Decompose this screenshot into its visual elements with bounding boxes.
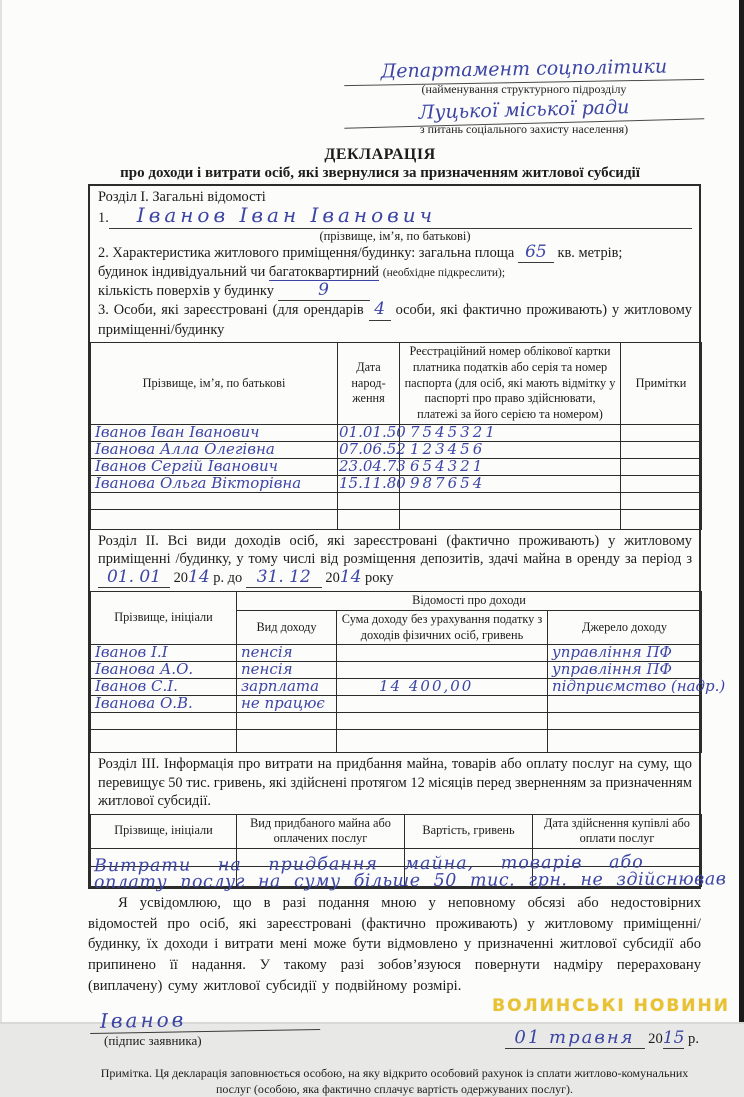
floors-value: 9 <box>318 279 329 300</box>
section-3 <box>90 753 699 813</box>
expenses-header-row <box>91 814 702 848</box>
expenses-table-wrap <box>90 814 727 893</box>
applicant-name-handwritten: Іванов Іван Іванович <box>136 203 437 228</box>
col-header-taxnumber: Реєстраційний номер облікової картки платника податків або серія та номер паспорта (для осіб, які мають відмітку у паспорті про право здійснювати, платежі за його серією та номером) <box>400 343 621 425</box>
footnote-text: Ця декларація заповнюється особою, на яку відкрито особовий рахунок із сплати житлово-комунальних послуг (особою, яка фактично сплачує вартість одержуваних послуг). <box>154 1065 689 1096</box>
income-table <box>90 591 726 753</box>
signature-handwritten: Іванов <box>90 1005 320 1034</box>
council-name-handwritten: Луцької міської ради <box>344 94 705 128</box>
col-header-cost: Вартість, гривень <box>405 814 533 848</box>
dwelling-type-text: будинок індивідуальний чи <box>98 264 266 281</box>
renters-count-field <box>369 301 391 320</box>
date-field <box>505 1026 645 1049</box>
year-field <box>662 1027 685 1049</box>
person-note <box>621 458 702 475</box>
floors-field <box>278 279 370 301</box>
period-from-value: 01. 01 <box>106 566 162 587</box>
registered-persons-table <box>90 342 702 530</box>
income-type: пенсія <box>237 662 337 679</box>
applicant-name-line <box>98 203 692 228</box>
section-2 <box>90 530 699 591</box>
year2-suffix: року <box>365 569 394 586</box>
floors-line <box>98 279 692 301</box>
department-name-handwritten: Департамент соцполітики <box>344 55 704 86</box>
date-block <box>505 1026 700 1049</box>
person-name: Іванова Алла Олегівна <box>91 441 338 458</box>
footnote <box>88 1065 701 1097</box>
scan-edge-right <box>739 0 744 1024</box>
expenses-handwritten-line-1: Витрати на придбання майна, товарів або <box>93 851 644 876</box>
signature-caption: (підпис заявника) <box>104 1032 202 1048</box>
council-caption: з питань соціального захисту населення) <box>419 122 629 137</box>
department-caption: (найменування структурного підрозділу <box>421 81 627 96</box>
year-printed: 20 <box>648 1030 663 1047</box>
empty-row <box>91 492 702 509</box>
period-to-value: 31. 12 <box>256 566 311 587</box>
year1-handwritten: 14 <box>188 566 210 587</box>
income-person: Іванов С.І. <box>91 679 237 696</box>
year1-suffix: р. до <box>213 569 243 586</box>
person-note <box>621 424 702 441</box>
empty-row <box>91 509 702 529</box>
income-type: пенсія <box>237 645 337 662</box>
section-1-heading: Розділ I. Загальні відомості <box>98 189 266 205</box>
renters-count-value: 4 <box>374 299 386 320</box>
income-source <box>548 696 702 713</box>
income-type: зарплата <box>237 679 337 696</box>
income-source: управління ПФ <box>548 662 702 679</box>
person-name: Іванов Сергій Іванович <box>91 458 338 475</box>
col-header-purchase-date: Дата здійснення купівлі або оплати послуг <box>533 814 702 848</box>
dwelling-type-note: (необхідне підкреслити); <box>382 267 506 280</box>
acknowledgment-paragraph: Я усвідомлюю, що в разі подання мною у неповному обсязі або недостовірних відомостей про осіб, які зареєстровані (фактично проживають) у житловому приміщенні/будинку, їх доходи і витрати мені може бути відмовлено у призначенні житлової субсидії або припинено її надання. У такому разі зобов’язуюся повернути надміру перераховану (виплачену) суму житлової субсидії у подвійному розмірі. <box>88 895 701 994</box>
form-box <box>88 184 727 893</box>
income-header-row-1 <box>91 592 702 611</box>
income-person: Іванова А.О. <box>91 662 237 679</box>
person-name: Іванова Ольга Вікторівна <box>91 475 338 492</box>
department-header <box>344 55 704 137</box>
registered-persons-text1: 3. Особи, які зареєстровані (для орендарів <box>98 302 364 319</box>
section-1 <box>90 186 699 342</box>
table-row <box>91 441 702 458</box>
col-header-income-source: Джерело доходу <box>548 610 702 644</box>
news-watermark: ВОЛИНСЬКІ НОВИНИ <box>492 996 730 1016</box>
section-2-text: Розділ II. Всі види доходів осіб, які зареєстровані (фактично проживають) у житловому приміщенні /будинку, у тому числі від розміщення депозитів, здачі майна в оренду за період <box>98 532 692 568</box>
applicant-name-caption: (прізвище, ім’я, по батькові) <box>319 228 471 243</box>
year-handwritten: 15 <box>662 1027 685 1048</box>
col-header-goods-type: Вид придбаного майна або оплачених послуг <box>237 814 405 848</box>
period-to-field <box>246 566 322 588</box>
person-dob: 23.04.73 <box>339 457 406 476</box>
table-header-row <box>91 343 702 425</box>
dwelling-area-units: кв. метрів; <box>557 244 623 261</box>
person-tax: 654321 <box>400 458 621 475</box>
col-header-initials: Прізвище, ініціали <box>91 592 237 645</box>
scan-edge-left <box>0 0 2 1024</box>
floors-label: кількість поверхів у будинку <box>98 282 274 299</box>
col-header-notes: Примітки <box>621 343 702 425</box>
signature-block <box>90 1007 320 1049</box>
table-row <box>91 458 702 475</box>
income-sum <box>337 696 548 713</box>
year-suffix: р. <box>688 1030 699 1047</box>
year2-handwritten: 14 <box>339 566 362 587</box>
document-subtitle: про доходи і витрати осіб, які звернулися за призначенням житлової субсидії <box>120 165 640 181</box>
person-dob: 07.06.52 <box>339 440 406 459</box>
dwelling-area-field <box>518 241 554 263</box>
person-note <box>621 441 702 458</box>
person-name: Іванов Іван Іванович <box>91 424 338 441</box>
empty-row <box>91 713 702 730</box>
table-row <box>91 475 702 492</box>
empty-row <box>91 730 702 753</box>
col-header-income-sum: Сума доходу без урахування податку з доходів фізичних осіб, гривень <box>337 610 548 644</box>
dwelling-area-label: 2. Характеристика житлового приміщення/будинку: загальна площа <box>98 244 515 261</box>
person-dob: 01.01.50 <box>339 423 406 442</box>
income-row <box>91 645 702 662</box>
income-row <box>91 696 702 713</box>
period-from-label: з <box>686 551 692 568</box>
person-tax: 7545321 <box>400 424 621 441</box>
document-title: ДЕКЛАРАЦІЯ <box>324 146 436 163</box>
item-1-number: 1. <box>98 210 109 227</box>
registered-persons-text2: особи, які фактично проживають) у житловому приміщенні/будинку <box>98 302 693 338</box>
table-row <box>91 424 702 441</box>
col-header-initials: Прізвище, ініціали <box>91 814 237 848</box>
dwelling-area-line <box>98 241 692 263</box>
income-source: підприємство (надр.) <box>548 679 702 696</box>
year1-printed: 20 <box>173 569 188 586</box>
col-header-income-type: Вид доходу <box>237 610 337 644</box>
applicant-name-field <box>109 203 692 228</box>
dwelling-area-value: 65 <box>525 241 547 262</box>
income-row <box>91 679 702 696</box>
income-source: управління ПФ <box>548 645 702 662</box>
form-column <box>88 184 727 1097</box>
date-handwritten: 01 травня <box>514 1026 635 1048</box>
income-sum: 14 400,00 <box>337 679 548 696</box>
income-type: не працює <box>237 696 337 713</box>
person-tax: 123456 <box>400 441 621 458</box>
person-dob: 15.11.80 <box>339 474 406 493</box>
section-3-text: Розділ III. Інформація про витрати на придбання майна, товарів або оплату послуг на суму, що перевищує 50 тис. гривень, які здійснені протягом 12 місяців перед зверненням за призначенням житлової субсидії. <box>98 756 692 810</box>
col-header-income-group: Відомості про доходи <box>237 592 702 611</box>
income-person: Іванов І.І <box>91 645 237 662</box>
period-from-field <box>98 566 170 588</box>
person-tax: 987654 <box>400 475 621 492</box>
expenses-handwritten-line-2: оплату послуг на суму більше 50 тис. грн. не здійснював <box>93 868 727 893</box>
income-person: Іванова О.В. <box>91 696 237 713</box>
dwelling-type-line <box>98 263 692 281</box>
dwelling-type-underlined: багатоквартирний <box>268 264 380 281</box>
document-title-block <box>40 146 720 182</box>
income-sum <box>337 645 548 662</box>
income-sum <box>337 662 548 679</box>
col-header-dob: Дата народ- ження <box>338 343 400 425</box>
year2-printed: 20 <box>325 569 340 586</box>
person-note <box>621 475 702 492</box>
income-row <box>91 662 702 679</box>
footnote-label: Примітка. <box>100 1065 152 1080</box>
col-header-fullname: Прізвище, ім’я, по батькові <box>91 343 338 425</box>
registered-persons-line <box>98 301 692 339</box>
